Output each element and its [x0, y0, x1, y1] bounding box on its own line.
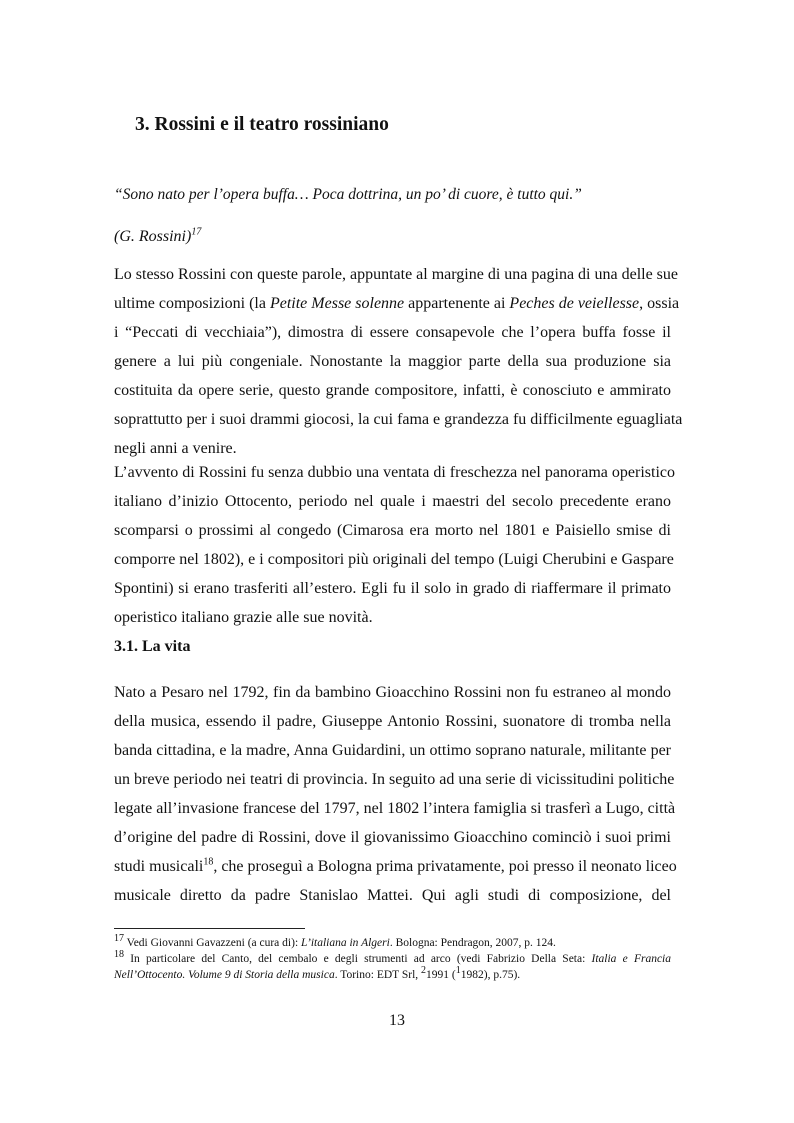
line-end: , che proseguì a Bologna prima privatamente, poi presso il neonato liceo: [213, 858, 677, 875]
edition-sup: 2: [421, 965, 427, 977]
text-line: genere a lui più congeniale. Nonostante la maggior parte della sua produzione sia: [114, 353, 671, 370]
text-line: scomparsi o prossimi al congedo (Cimarosa era morto nel 1801 e Paisiello smise di: [114, 522, 671, 539]
paragraph-biography: [114, 678, 677, 910]
line-fragment: ultime composizioni (la: [114, 295, 270, 312]
text-line: costituita da opere serie, questo grande compositore, infatti, è conosciuto e ammirato: [114, 382, 671, 399]
footnote-18-line-2: [114, 967, 671, 983]
footnote-title: Italia e Francia: [591, 953, 672, 965]
footnote-ref-17: 17: [191, 226, 202, 238]
paragraph-intro: [114, 260, 683, 463]
text-line: della musica, essendo il padre, Giuseppe Antonio Rossini, suonatore di tromba nella: [114, 713, 671, 730]
paragraph-context: [114, 458, 675, 632]
text-line: banda cittadina, e la madre, Anna Guidardini, un ottimo soprano naturale, militante per: [114, 742, 671, 759]
line-fragment: , ossia: [639, 295, 680, 312]
edition-sup: 1: [455, 965, 461, 977]
text-line: un breve periodo nei teatri di provincia. In seguito ad una serie di vicissitudini politiche: [114, 771, 675, 788]
page-number: 13: [389, 1012, 405, 1029]
footnote-text: 1991 (: [426, 969, 456, 981]
epigraph-attribution: [114, 228, 201, 246]
footnote-17: [114, 935, 671, 951]
text-line: [114, 289, 680, 318]
text-line: Nato a Pesaro nel 1792, fin da bambino Gioacchino Rossini non fu estraneo al mondo: [114, 684, 671, 701]
text-line: comporre nel 1802), e i compositori più originali del tempo (Luigi Cherubini e Gaspare: [114, 551, 674, 568]
epigraph-quote: “Sono nato per l’opera buffa… Poca dottrina, un po’ di cuore, è tutto qui.”: [114, 186, 582, 203]
text-line-with-footnote: [114, 852, 677, 881]
text-line: italiano d’inizio Ottocento, periodo nel quale i maestri del secolo precedente erano: [114, 493, 671, 510]
footnote-text: . Torino: EDT Srl,: [334, 969, 422, 981]
text-line: operistico italiano grazie alle sue novità.: [114, 609, 373, 626]
footnote-text: In particolare del Canto, del cembalo e degli strumenti ad arco (vedi Fabrizio Della Seta:: [124, 953, 592, 965]
footnote-ref-18: 18: [203, 856, 214, 868]
attribution-text: (G. Rossini): [114, 228, 192, 245]
footnote-text: 1982), p.75).: [460, 969, 521, 981]
italic-title: Peches de veiellesse: [509, 295, 640, 312]
footnote-number: 18: [114, 949, 124, 961]
text-line: i “Peccati di vecchiaia”), dimostra di essere consapevole che l’opera buffa fosse il: [114, 324, 671, 341]
text-line: negli anni a venire.: [114, 440, 237, 457]
footnote-text: . Bologna: Pendragon, 2007, p. 124.: [389, 937, 556, 949]
text-line: musicale diretto da padre Stanislao Mattei. Qui agli studi di composizione, del: [114, 887, 671, 904]
text-line: Lo stesso Rossini con queste parole, appuntate al margine di una pagina di una delle sue: [114, 266, 679, 283]
footnote-18-line-1: [114, 951, 671, 967]
footnote-title: Nell’Ottocento. Volume 9 di Storia della musica: [114, 969, 335, 981]
text-line: d’origine del padre di Rossini, dove il giovanissimo Gioacchino cominciò i suoi primi: [114, 829, 671, 846]
footnote-title: L’italiana in Algeri: [301, 937, 390, 949]
text-line: L’avvento di Rossini fu senza dubbio una ventata di freschezza nel panorama operistico: [114, 464, 675, 481]
footnote-separator: [114, 928, 305, 929]
footnote-text: Vedi Giovanni Gavazzeni (a cura di):: [124, 937, 302, 949]
section-title: 3.1. La vita: [114, 638, 191, 655]
text-line: legate all’invasione francese del 1797, nel 1802 l’intera famiglia si trasferì a Lugo, città: [114, 800, 676, 817]
chapter-title: 3. Rossini e il teatro rossiniano: [135, 114, 389, 135]
footnotes: [114, 935, 671, 983]
line-start: studi musicali: [114, 858, 204, 875]
italic-title: Petite Messe solenne: [269, 295, 405, 312]
text-line: soprattutto per i suoi drammi giocosi, la cui fama e grandezza fu difficilmente eguagliata: [114, 411, 683, 428]
line-fragment: appartenente ai: [404, 295, 510, 312]
text-line: Spontini) si erano trasferiti all’estero. Egli fu il solo in grado di riaffermare il primato: [114, 580, 671, 597]
footnote-number: 17: [114, 933, 124, 945]
